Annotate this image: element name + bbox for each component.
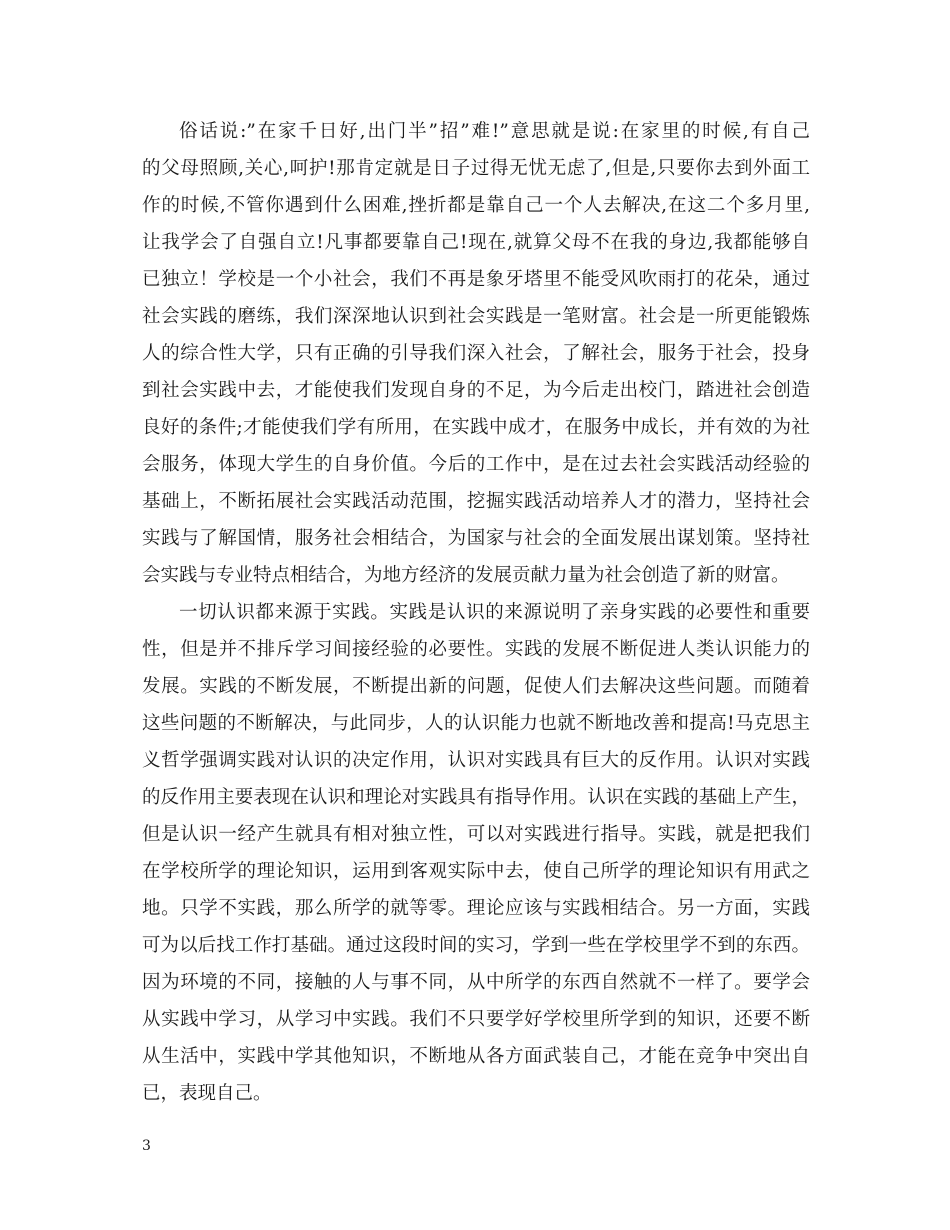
text-line: 会服务，体现大学生的自身价值。今后的工作中，是在过去社会实践活动经验的 xyxy=(142,454,810,475)
text-line: 发展。实践的不断发展，不断提出新的问题，促使人们去解决这些问题。而随着 xyxy=(142,676,810,697)
text-line: 可为以后找工作打基础。通过这段时间的实习，学到一些在学校里学不到的东西。 xyxy=(142,935,810,956)
text-line: 社会实践的磨练，我们深深地认识到社会实践是一笔财富。社会是一所更能锻炼 xyxy=(142,306,810,327)
text-line: 实践与了解国情，服务社会相结合，为国家与社会的全面发展出谋划策。坚持社 xyxy=(142,528,810,549)
paragraph-2 xyxy=(142,594,810,1112)
text-line: 的父母照顾,关心,呵护!那肯定就是日子过得无忧无虑了,但是,只要你去到外面工 xyxy=(142,158,810,179)
text-line: 但是认识一经产生就具有相对独立性，可以对实践进行指导。实践，就是把我们 xyxy=(142,824,810,845)
text-line: 在学校所学的理论知识，运用到客观实际中去，使自己所学的理论知识有用武之 xyxy=(142,861,810,882)
document-body xyxy=(142,113,810,1112)
text-line: 从生活中，实践中学其他知识，不断地从各方面武装自己，才能在竞争中突出自 xyxy=(142,1046,810,1067)
text-line: 作的时候,不管你遇到什么困难,挫折都是靠自己一个人去解决,在这二个多月里, xyxy=(142,195,810,216)
text-line: 基础上，不断拓展社会实践活动范围，挖掘实践活动培养人才的潜力，坚持社会 xyxy=(142,491,810,512)
page-number: 3 xyxy=(142,1138,151,1154)
text-line: 人的综合性大学，只有正确的引导我们深入社会，了解社会，服务于社会，投身 xyxy=(142,343,810,364)
text-line: 已，表现自己。 xyxy=(142,1083,272,1104)
text-line: 俗话说:”在家千日好,出门半”招”难!”意思就是说:在家里的时候,有自己 xyxy=(179,121,810,142)
text-line: 会实践与专业特点相结合，为地方经济的发展贡献力量为社会创造了新的财富。 xyxy=(142,565,790,586)
text-line: 从实践中学习，从学习中实践。我们不只要学好学校里所学到的知识，还要不断 xyxy=(142,1009,810,1030)
text-line: 这些问题的不断解决，与此同步，人的认识能力也就不断地改善和提高!马克思主 xyxy=(142,713,810,734)
text-line: 良好的条件;才能使我们学有所用，在实践中成才，在服务中成长，并有效的为社 xyxy=(142,417,810,438)
text-line: 到社会实践中去，才能使我们发现自身的不足，为今后走出校门，踏进社会创造 xyxy=(142,380,810,401)
text-line: 一切认识都来源于实践。实践是认识的来源说明了亲身实践的必要性和重要 xyxy=(179,602,810,623)
text-line: 因为环境的不同，接触的人与事不同，从中所学的东西自然就不一样了。要学会 xyxy=(142,972,810,993)
text-line: 的反作用主要表现在认识和理论对实践具有指导作用。认识在实践的基础上产生， xyxy=(142,787,810,808)
text-line: 地。只学不实践，那么所学的就等零。理论应该与实践相结合。另一方面，实践 xyxy=(142,898,810,919)
text-line: 义哲学强调实践对认识的决定作用，认识对实践具有巨大的反作用。认识对实践 xyxy=(142,750,810,771)
text-line: 已独立！学校是一个小社会，我们不再是象牙塔里不能受风吹雨打的花朵，通过 xyxy=(142,269,810,290)
text-line: 让我学会了自强自立!凡事都要靠自己!现在,就算父母不在我的身边,我都能够自 xyxy=(142,232,810,253)
paragraph-1 xyxy=(142,113,810,594)
text-line: 性，但是并不排斥学习间接经验的必要性。实践的发展不断促进人类认识能力的 xyxy=(142,639,810,660)
